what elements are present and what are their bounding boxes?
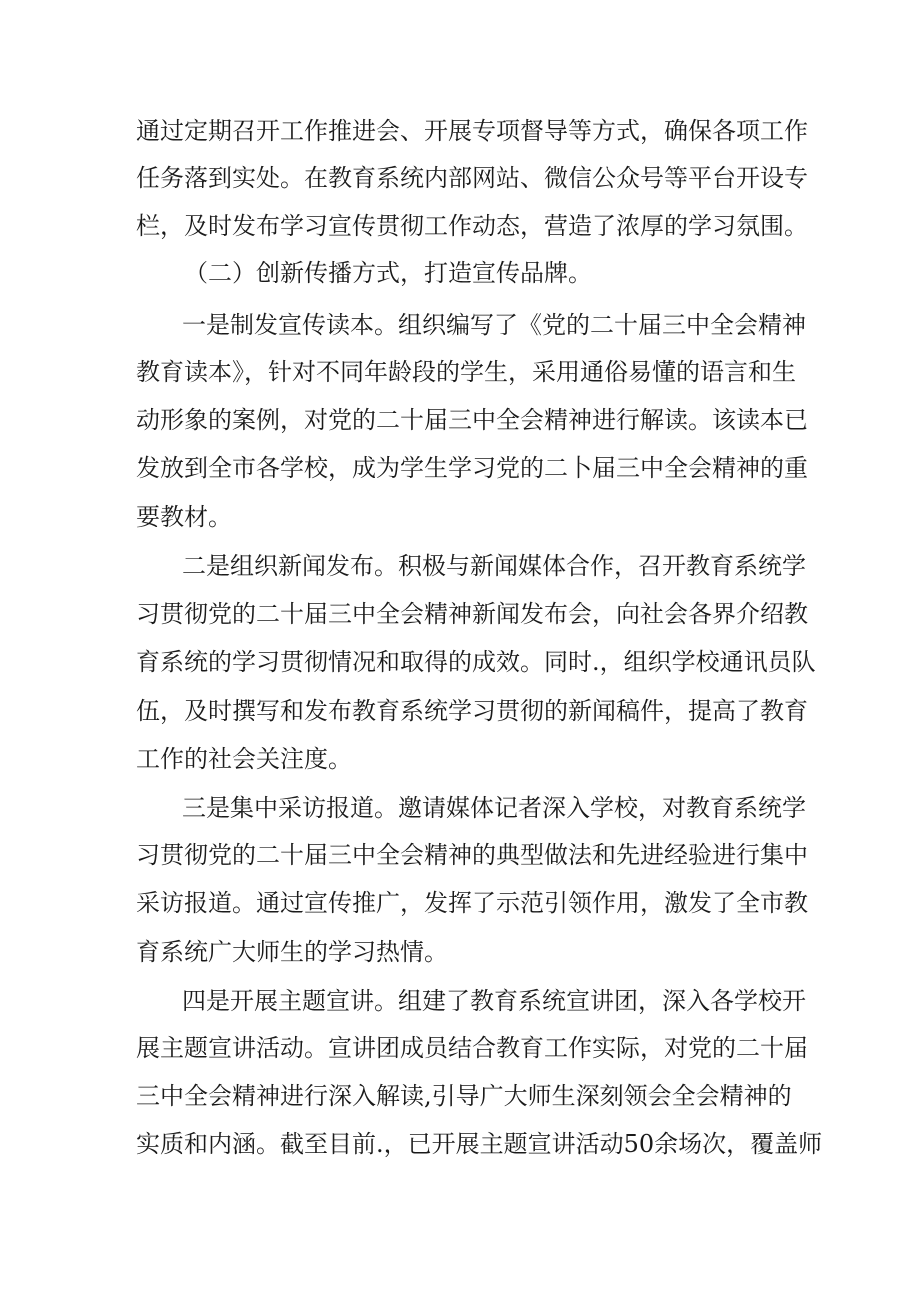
paragraph-line: 动形象的案例，对党的二十届三中全会精神进行解读。该读本已 [136,406,808,434]
paragraph-line: 展主题宣讲活动。宣讲团成员结合教育工作实际，对党的二十届 [136,1034,808,1062]
paragraph-line: 要教材。 [136,503,232,531]
paragraph-line: 伍，及时撰写和发布教育系统学习贯彻的新闻稿件，提高了教育 [136,697,808,725]
paragraph-line: 发放到全市各学校，成为学生学习党的二卜届三中全会精神的重 [136,454,808,482]
paragraph-line: 通过定期召开工作推进会、开展专项督导等方式，确保各项工作 [136,117,808,145]
paragraph-line: 习贯彻党的二十届三中全会精神新闻发布会，向社会各界介绍教 [136,600,808,628]
paragraph-line: 习贯彻党的二十届三中全会精神的典型做法和先进经验进行集中 [136,841,808,869]
paragraph-line: 教育读本》，针对不同年龄段的学生，采用通俗易懂的语言和生 [136,358,796,386]
section-heading: （二）创新传播方式，打造宣传品牌。 [184,259,592,287]
paragraph-line: 工作的社会关注度。 [136,745,352,773]
paragraph-line: 三中全会精神进行深入解读,引导广大师生深刻领会全会精神的 [136,1082,792,1110]
paragraph-line: 实质和内涵。截至目前.，已开展主题宣讲活动50余场次，覆盖师 [136,1130,823,1158]
paragraph-line: 一是制发宣传读本。组织编写了《党的二十届三中全会精神 [182,311,806,339]
paragraph-line: 四是开展主题宣讲。组建了教育系统宣讲团，深入各学校开 [182,987,806,1015]
paragraph-line: 栏，及时发布学习宣传贯彻工作动态，营造了浓厚的学习氛围。 [136,212,808,240]
paragraph-line: 育系统的学习贯彻情况和取得的成效。同时.，组织学校通讯员队 [136,648,816,676]
paragraph-line: 采访报道。通过宣传推广，发挥了示范引领作用，激发了全市教 [136,889,808,917]
paragraph-line: 任务落到实处。在教育系统内部网站、微信公众号等平台开设专 [136,164,808,192]
paragraph-line: 二是组织新闻发布。积极与新闻媒体合作，召开教育系统学 [182,552,806,580]
paragraph-line: 三是集中采访报道。邀请媒体记者深入学校，对教育系统学 [182,794,806,822]
paragraph-line: 育系统广大师生的学习热情。 [136,938,448,966]
